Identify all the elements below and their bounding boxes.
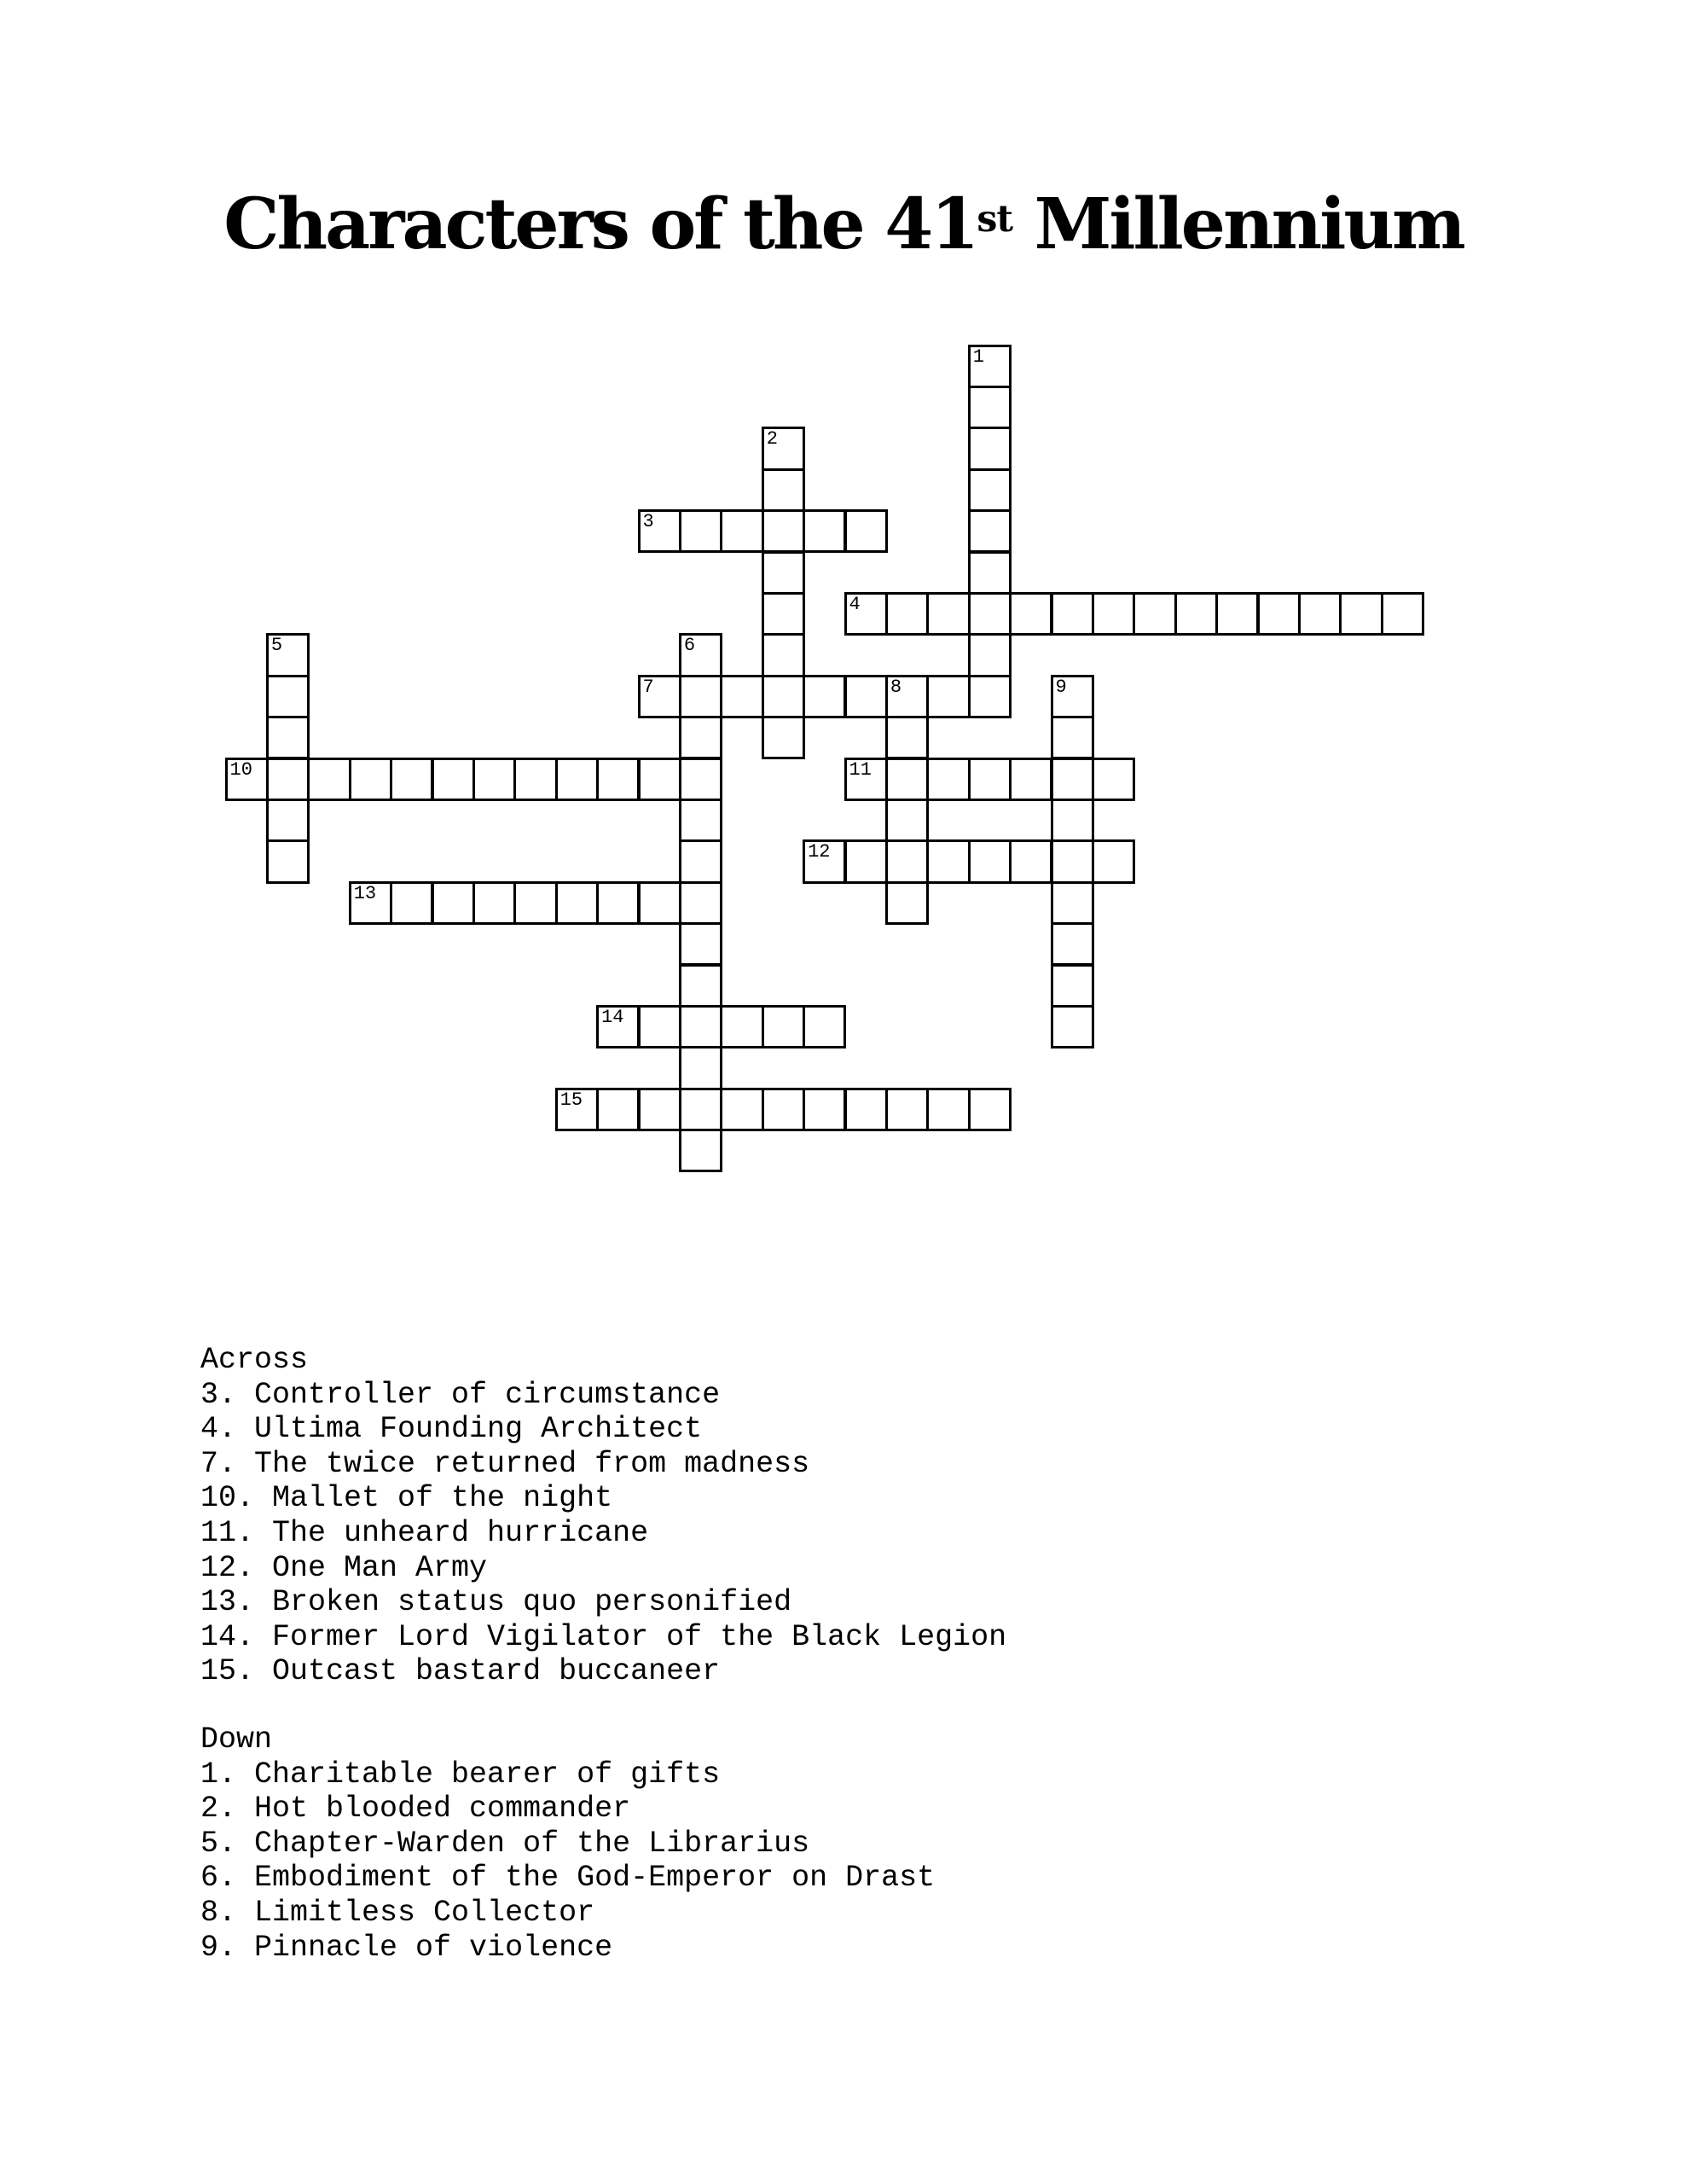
clue-item: [200, 1861, 935, 1896]
grid-cell: [596, 1088, 640, 1131]
clue-number: 11.: [200, 1515, 255, 1550]
clue-text: Charitable bearer of gifts: [254, 1757, 721, 1792]
clue-text: Chapter-Warden of the Librarius: [254, 1826, 810, 1861]
grid-cell: [844, 592, 888, 636]
grid-cell: [844, 758, 888, 801]
grid-cell: [555, 1088, 599, 1131]
grid-cell: [266, 675, 310, 718]
grid-cell: [1051, 964, 1094, 1008]
clue-item: [200, 1827, 935, 1862]
clue-number: 12.: [200, 1550, 255, 1585]
grid-cell: [968, 758, 1012, 801]
grid-cell: [968, 839, 1012, 883]
clue-number: 9.: [200, 1930, 237, 1965]
cell-number: 11: [849, 758, 872, 781]
grid-cell: [968, 675, 1012, 718]
clue-item: [200, 1896, 935, 1931]
grid-cell: [1092, 758, 1135, 801]
clue-text: Embodiment of the God-Emperor on Drast: [254, 1861, 936, 1896]
clue-number: 8.: [200, 1895, 237, 1930]
grid-cell: [885, 799, 929, 842]
grid-cell: [803, 1005, 846, 1048]
title-superscript: st: [977, 197, 1013, 241]
grid-cell: [844, 839, 888, 883]
grid-cell: [638, 881, 681, 925]
grid-cell: [390, 881, 433, 925]
grid-cell: [1298, 592, 1342, 636]
cell-number: 1: [972, 346, 984, 368]
down-header: Down: [200, 1722, 273, 1757]
grid-cell: [885, 716, 929, 759]
grid-cell: [266, 716, 310, 759]
grid-cell: [1092, 839, 1135, 883]
title-text-suffix: Millennium: [1012, 183, 1464, 265]
cell-number: 10: [229, 758, 252, 781]
grid-cell: [1051, 758, 1094, 801]
grid-cell: [638, 1088, 681, 1131]
grid-cell: [968, 386, 1012, 429]
grid-cell: [679, 881, 722, 925]
grid-cell: [679, 633, 722, 677]
grid-cell: [225, 758, 269, 801]
grid-cell: [390, 758, 433, 801]
grid-cell: [1009, 758, 1052, 801]
grid-cell: [1133, 592, 1176, 636]
grid-cell: [266, 758, 310, 801]
grid-cell: [885, 839, 929, 883]
clue-text: Broken status quo personified: [272, 1585, 792, 1620]
grid-cell: [803, 675, 846, 718]
clue-text: The unheard hurricane: [272, 1515, 649, 1550]
grid-cell: [679, 839, 722, 883]
grid-cell: [720, 1088, 763, 1131]
grid-cell: [844, 1088, 888, 1131]
grid-cell: [1174, 592, 1218, 636]
grid-cell: [1051, 592, 1094, 636]
clue-item: [200, 1516, 1006, 1551]
grid-cell: [762, 592, 805, 636]
grid-cell: [1092, 592, 1135, 636]
grid-cell: [349, 881, 392, 925]
page-title: [0, 183, 1687, 265]
grid-cell: [762, 427, 805, 470]
grid-cell: [803, 1088, 846, 1131]
grid-cell: [349, 758, 392, 801]
grid-cell: [968, 1088, 1012, 1131]
across-header: Across: [200, 1343, 309, 1377]
cell-number: 7: [642, 676, 654, 698]
grid-cell: [926, 839, 970, 883]
clue-text: Limitless Collector: [254, 1895, 595, 1930]
grid-cell: [1339, 592, 1383, 636]
clue-number: 15.: [200, 1654, 255, 1689]
grid-cell: [968, 551, 1012, 595]
clue-item: [200, 1757, 935, 1792]
grid-cell: [432, 758, 475, 801]
clue-item: [200, 1585, 1006, 1620]
clue-text: Hot blooded commander: [254, 1792, 631, 1827]
down-clues-section: [200, 1722, 935, 1965]
grid-cell: [1051, 716, 1094, 759]
clue-text: One Man Army: [272, 1550, 488, 1585]
clue-text: Former Lord Vigilator of the Black Legion: [272, 1619, 1007, 1654]
grid-cell: [762, 633, 805, 677]
clue-number: 3.: [200, 1377, 237, 1412]
grid-cell: [679, 964, 722, 1008]
grid-cell: [1257, 592, 1301, 636]
grid-cell: [679, 716, 722, 759]
grid-cell: [679, 509, 722, 553]
grid-cell: [1051, 922, 1094, 966]
grid-cell: [638, 509, 681, 553]
across-clues-section: [200, 1343, 1006, 1689]
grid-cell: [968, 509, 1012, 553]
grid-cell: [513, 881, 557, 925]
grid-cell: [555, 758, 599, 801]
cell-number: 6: [683, 635, 696, 657]
clue-number: 1.: [200, 1757, 237, 1792]
cell-number: 13: [353, 882, 377, 904]
grid-cell: [885, 1088, 929, 1131]
grid-cell: [885, 758, 929, 801]
grid-cell: [679, 758, 722, 801]
grid-cell: [968, 633, 1012, 677]
grid-cell: [762, 1005, 805, 1048]
grid-cell: [926, 1088, 970, 1131]
grid-cell: [968, 345, 1012, 388]
grid-cell: [1051, 675, 1094, 718]
clue-number: 5.: [200, 1826, 237, 1861]
cell-number: 2: [766, 428, 778, 450]
grid-cell: [1051, 881, 1094, 925]
grid-cell: [266, 633, 310, 677]
grid-cell: [638, 758, 681, 801]
grid-cell: [1009, 839, 1052, 883]
grid-cell: [762, 675, 805, 718]
grid-cell: [885, 592, 929, 636]
grid-cell: [885, 675, 929, 718]
grid-cell: [968, 592, 1012, 636]
grid-cell: [803, 509, 846, 553]
clue-text: Pinnacle of violence: [254, 1930, 613, 1965]
grid-cell: [307, 758, 351, 801]
grid-cell: [1215, 592, 1259, 636]
grid-cell: [1381, 592, 1424, 636]
cell-number: 15: [559, 1089, 583, 1111]
grid-cell: [720, 1005, 763, 1048]
grid-cell: [885, 881, 929, 925]
grid-cell: [1051, 1005, 1094, 1048]
grid-cell: [926, 758, 970, 801]
clue-item: [200, 1551, 1006, 1586]
clue-item: [200, 1620, 1006, 1655]
grid-cell: [1051, 799, 1094, 842]
clue-item: [200, 1447, 1006, 1482]
grid-cell: [596, 1005, 640, 1048]
cell-number: 14: [601, 1006, 624, 1028]
grid-cell: [968, 468, 1012, 512]
grid-cell: [1051, 839, 1094, 883]
grid-cell: [555, 881, 599, 925]
grid-cell: [720, 675, 763, 718]
grid-cell: [679, 675, 722, 718]
grid-cell: [472, 758, 516, 801]
grid-cell: [762, 716, 805, 759]
grid-cell: [638, 1005, 681, 1048]
grid-cell: [803, 839, 846, 883]
clue-number: 10.: [200, 1481, 255, 1516]
grid-cell: [844, 509, 888, 553]
down-clue-list: [200, 1757, 935, 1966]
grid-cell: [596, 758, 640, 801]
grid-cell: [926, 592, 970, 636]
cell-number: 4: [849, 593, 861, 615]
grid-cell: [926, 675, 970, 718]
clue-text: Outcast bastard buccaneer: [272, 1654, 721, 1689]
grid-cell: [596, 881, 640, 925]
clue-text: Mallet of the night: [272, 1481, 613, 1516]
grid-cell: [844, 675, 888, 718]
grid-cell: [679, 1088, 722, 1131]
clue-number: 7.: [200, 1446, 237, 1481]
grid-cell: [679, 922, 722, 966]
clue-number: 6.: [200, 1861, 237, 1896]
clue-item: [200, 1378, 1006, 1413]
grid-cell: [679, 799, 722, 842]
clue-text: The twice returned from madness: [254, 1446, 810, 1481]
clue-text: Ultima Founding Architect: [254, 1412, 703, 1447]
grid-cell: [679, 1046, 722, 1089]
grid-cell: [762, 1088, 805, 1131]
grid-cell: [638, 675, 681, 718]
clue-item: [200, 1412, 1006, 1447]
cell-number: 5: [270, 635, 283, 657]
clue-item: [200, 1654, 1006, 1689]
cell-number: 12: [808, 841, 831, 863]
grid-cell: [513, 758, 557, 801]
grid-cell: [762, 468, 805, 512]
grid-cell: [762, 509, 805, 553]
grid-cell: [1009, 592, 1052, 636]
grid-cell: [968, 427, 1012, 470]
grid-cell: [762, 551, 805, 595]
grid-cell: [679, 1005, 722, 1048]
grid-cell: [432, 881, 475, 925]
grid-cell: [679, 1129, 722, 1172]
cell-number: 9: [1055, 676, 1067, 698]
grid-cell: [266, 839, 310, 883]
clue-number: 4.: [200, 1412, 237, 1447]
clue-item: [200, 1792, 935, 1827]
grid-cell: [472, 881, 516, 925]
clue-text: Controller of circumstance: [254, 1377, 721, 1412]
clue-item: [200, 1931, 935, 1966]
across-clue-list: [200, 1378, 1006, 1689]
cell-number: 8: [890, 676, 902, 698]
grid-cell: [720, 509, 763, 553]
title-text: Characters of the 41: [223, 183, 977, 265]
cell-number: 3: [642, 511, 654, 533]
grid-cell: [266, 799, 310, 842]
clue-item: [200, 1481, 1006, 1516]
clue-number: 14.: [200, 1619, 255, 1654]
clue-number: 13.: [200, 1585, 255, 1620]
clue-number: 2.: [200, 1792, 237, 1827]
